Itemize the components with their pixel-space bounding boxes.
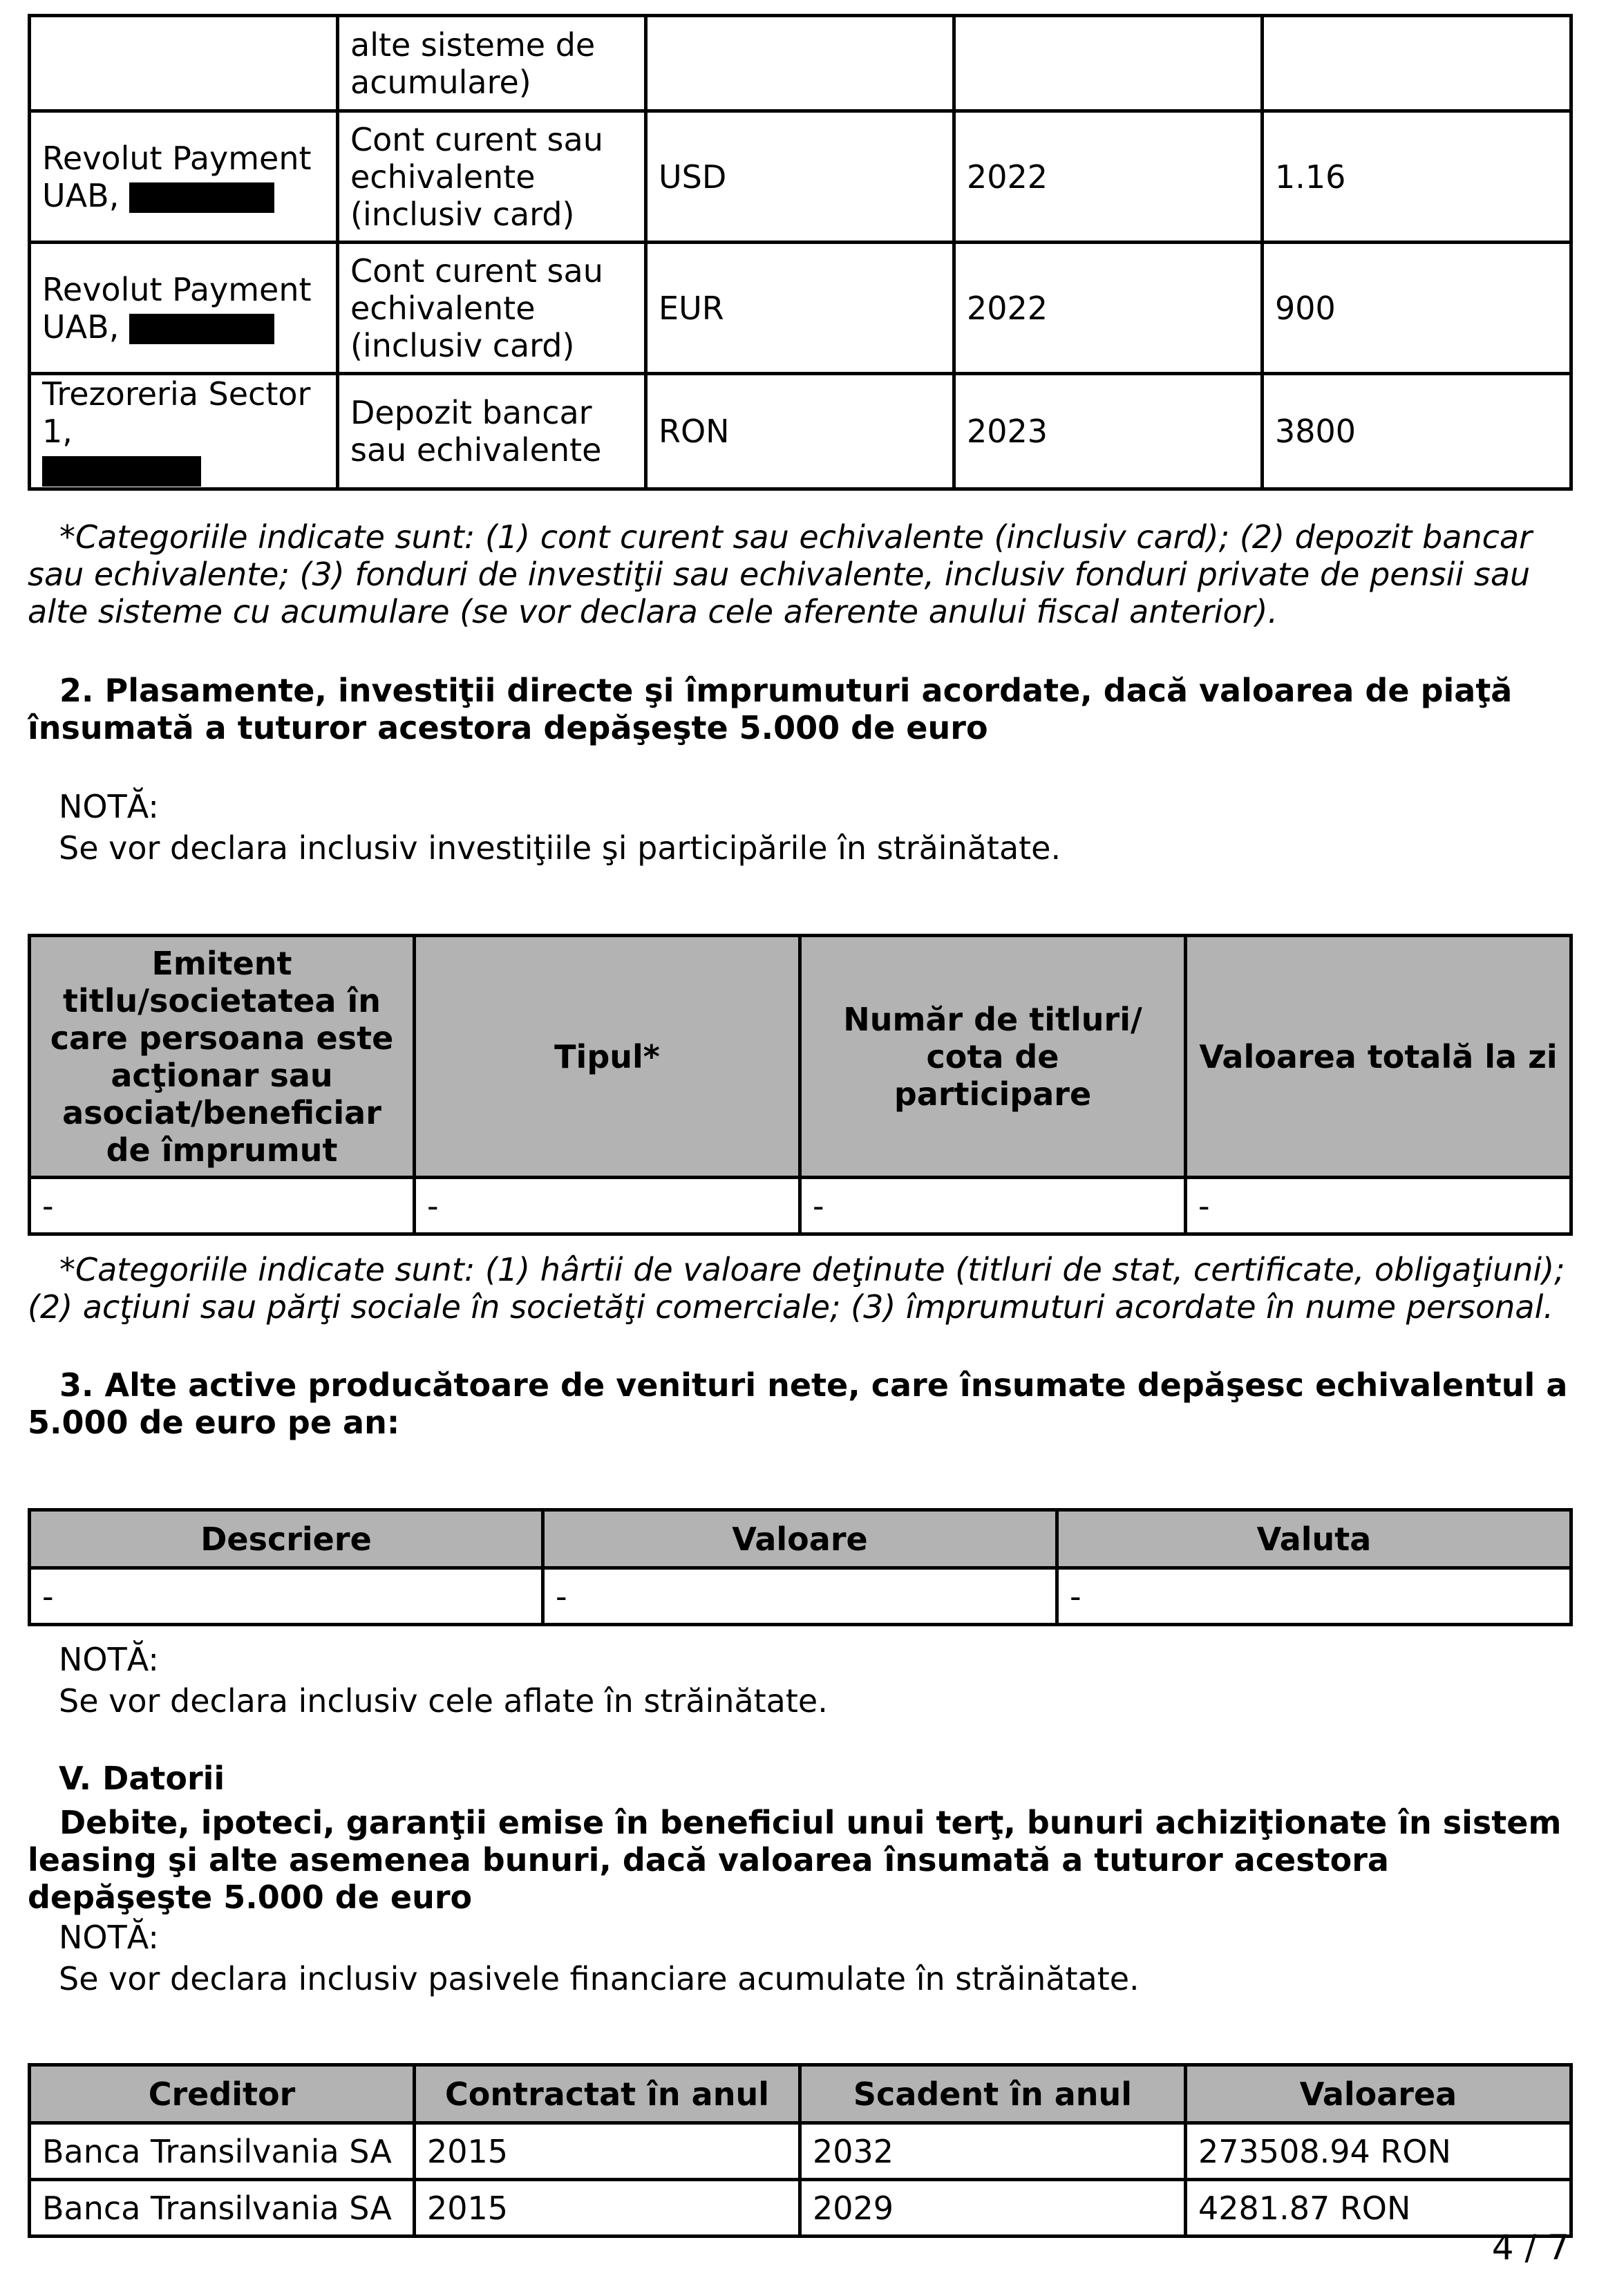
header-cell: Creditor	[30, 2065, 415, 2123]
creditor-cell: Banca Transilvania SA	[30, 2180, 415, 2237]
institution-cell: Revolut Payment UAB,	[30, 111, 338, 243]
accounts-footnote: *Categoriile indicate sunt: (1) cont curent sau echivalente (inclusiv card); (2) depozit bancar sau echivalente; (3) fonduri de investiţii sau echivalente, inclusiv fonduri private de pensii sau alte sisteme cu acumulare (se vor declara cele aferente anului fiscal anterior).	[28, 518, 1533, 630]
redacted-block	[129, 314, 274, 344]
section-3-note-label: NOTĂ:	[59, 1641, 159, 1678]
table-row	[30, 111, 1571, 243]
table-row	[30, 374, 1571, 489]
table-cell: -	[1186, 1178, 1571, 1234]
investments-footnote: *Categoriile indicate sunt: (1) hârtii de valoare deţinute (titluri de stat, certificate, obligaţiuni); (2) acţiuni sau părţi sociale în societăţi comerciale; (3) împrumuturi acordate în nume personal.	[28, 1251, 1565, 1326]
table-row	[30, 2180, 1571, 2237]
table-header-row	[30, 936, 1571, 1178]
category-cell: Cont curent sau echivalente (inclusiv card)	[338, 111, 646, 243]
due-year-cell: 2029	[800, 2180, 1186, 2237]
category-cell: alte sisteme de acumulare)	[338, 16, 646, 111]
header-cell: Contractat în anul	[415, 2065, 800, 2123]
section-2-heading: 2. Plasamente, investiţii directe şi împrumuturi acordate, dacă valoarea de piaţă însumată a tuturor acestora depăşeşte 5.000 de euro	[28, 672, 1513, 746]
redacted-block	[129, 182, 274, 213]
creditor-cell: Banca Transilvania SA	[30, 2123, 415, 2180]
currency-cell	[646, 16, 954, 111]
header-cell: Valuta	[1057, 1510, 1571, 1568]
table-header-row	[30, 1510, 1571, 1568]
header-cell: Scadent în anul	[800, 2065, 1186, 2123]
table-row	[30, 1178, 1571, 1234]
page-number: 4 / 7	[1491, 2228, 1569, 2268]
debts-table	[28, 2063, 1573, 2238]
header-cell: Număr de titluri/ cota de participare	[800, 936, 1186, 1178]
amount-cell: 1.16	[1263, 111, 1571, 243]
table-row	[30, 243, 1571, 374]
section-3-note-text: Se vor declara inclusiv cele aflate în străinătate.	[59, 1682, 828, 1720]
amount-cell	[1263, 16, 1571, 111]
currency-cell: EUR	[646, 243, 954, 374]
section-5-note-text: Se vor declara inclusiv pasivele financiare acumulate în străinătate.	[59, 1960, 1140, 1997]
investments-table	[28, 934, 1573, 1236]
section-3-heading: 3. Alte active producătoare de venituri nete, care însumate depăşesc echivalentul a 5.000 de euro pe an:	[28, 1366, 1568, 1441]
contracted-year-cell: 2015	[415, 2180, 800, 2237]
value-cell: 4281.87 RON	[1186, 2180, 1571, 2237]
section-5-title: V. Datorii	[59, 1760, 225, 1797]
table-row	[30, 2123, 1571, 2180]
other-assets-table	[28, 1508, 1573, 1626]
accounts-table	[28, 14, 1573, 491]
institution-cell	[30, 16, 338, 111]
header-cell: Emitent titlu/societatea în care persoana este acţionar sau asociat/beneficiar de împrumut	[30, 936, 415, 1178]
header-cell: Tipul*	[415, 936, 800, 1178]
table-header-row	[30, 2065, 1571, 2123]
redacted-block	[42, 456, 201, 487]
section-2-note-label: NOTĂ:	[59, 788, 159, 825]
institution-cell: Revolut Payment UAB,	[30, 243, 338, 374]
section-5-note-label: NOTĂ:	[59, 1919, 159, 1956]
table-cell: -	[543, 1568, 1057, 1625]
table-cell: -	[800, 1178, 1186, 1234]
table-row	[30, 1568, 1571, 1625]
currency-cell: RON	[646, 374, 954, 489]
header-cell: Descriere	[30, 1510, 543, 1568]
amount-cell: 3800	[1263, 374, 1571, 489]
value-cell: 273508.94 RON	[1186, 2123, 1571, 2180]
year-cell: 2022	[954, 243, 1263, 374]
currency-cell: USD	[646, 111, 954, 243]
category-cell: Cont curent sau echivalente (inclusiv card)	[338, 243, 646, 374]
table-cell: -	[30, 1568, 543, 1625]
table-cell: -	[415, 1178, 800, 1234]
year-cell: 2023	[954, 374, 1263, 489]
category-cell: Depozit bancar sau echivalente	[338, 374, 646, 489]
table-cell: -	[1057, 1568, 1571, 1625]
due-year-cell: 2032	[800, 2123, 1186, 2180]
table-row	[30, 16, 1571, 111]
section-5-heading: Debite, ipoteci, garanţii emise în beneficiul unui terţ, bunuri achiziţionate în sistem leasing şi alte asemenea bunuri, dacă valoarea însumată a tuturor acestora depăşeşte 5.000 de euro	[28, 1804, 1562, 1916]
amount-cell: 900	[1263, 243, 1571, 374]
header-cell: Valoare	[543, 1510, 1057, 1568]
year-cell: 2022	[954, 111, 1263, 243]
institution-cell: Trezoreria Sector 1,	[30, 374, 338, 489]
contracted-year-cell: 2015	[415, 2123, 800, 2180]
header-cell: Valoarea	[1186, 2065, 1571, 2123]
section-2-note-text: Se vor declara inclusiv investiţiile şi participările în străinătate.	[59, 829, 1061, 867]
header-cell: Valoarea totală la zi	[1186, 936, 1571, 1178]
table-cell: -	[30, 1178, 415, 1234]
year-cell	[954, 16, 1263, 111]
